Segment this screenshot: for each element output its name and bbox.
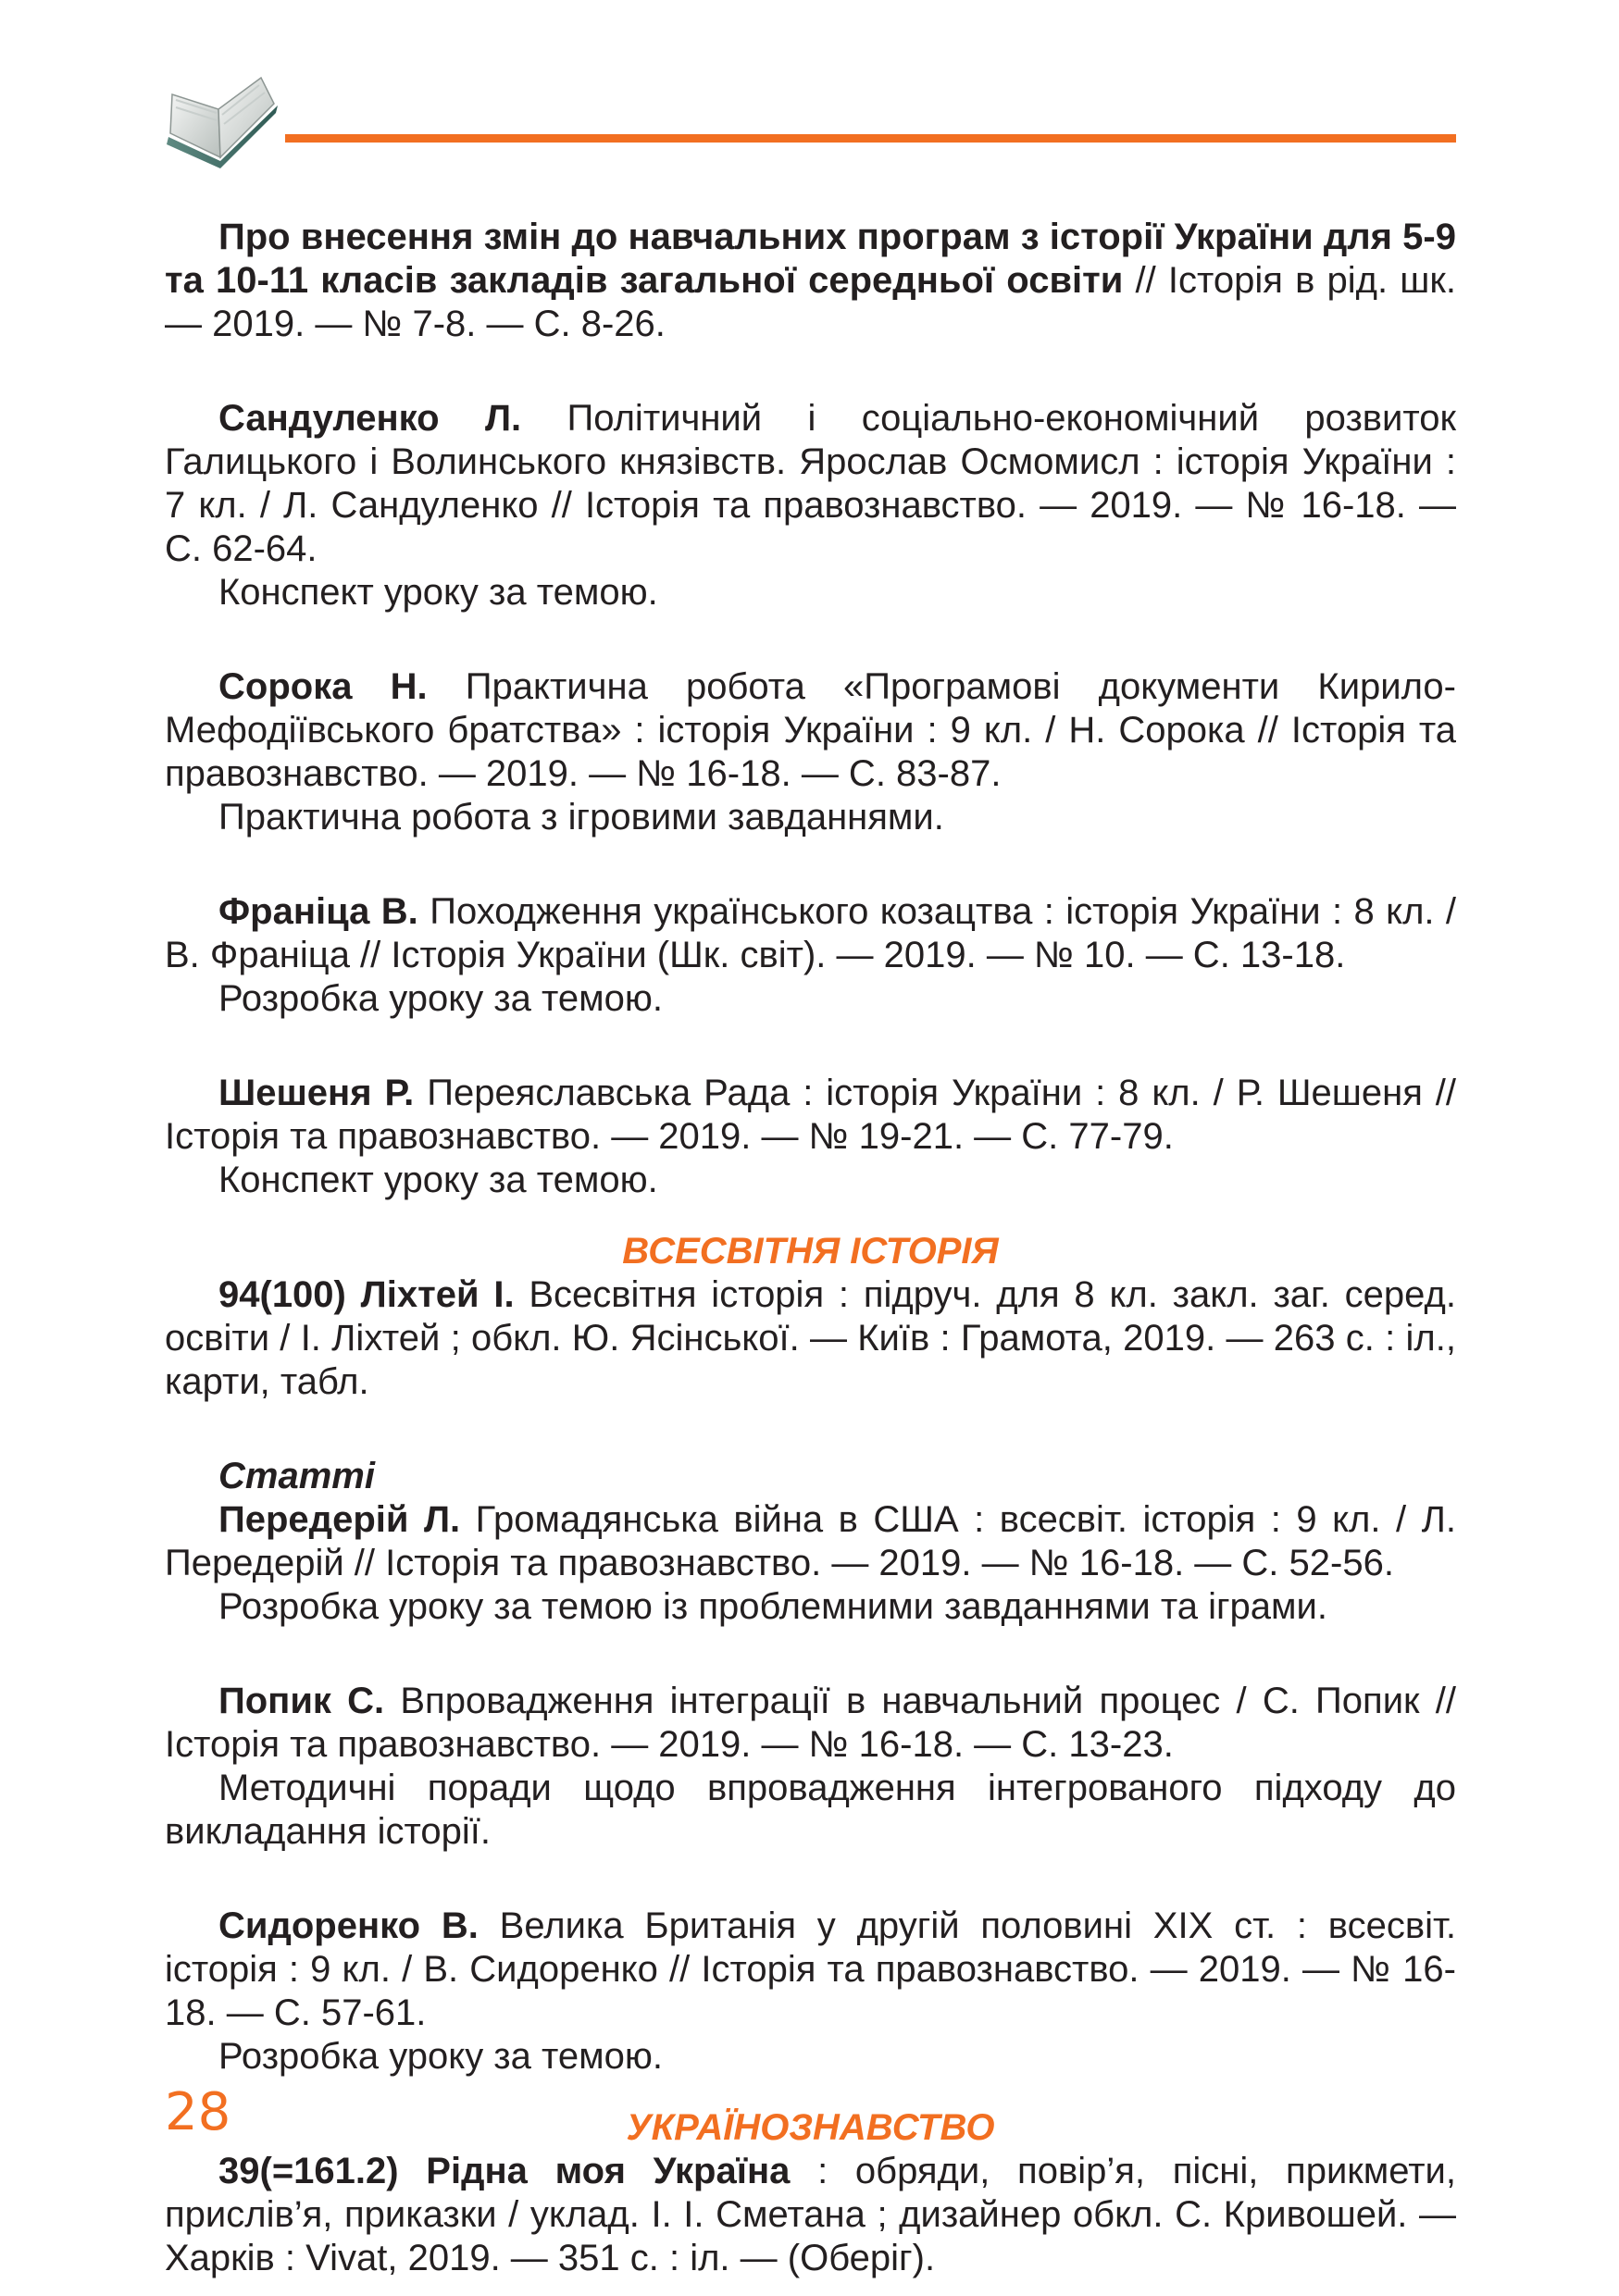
entry-author: Попик С. — [218, 1681, 385, 1721]
section-title-ukrainian-studies: УКРАЇНОЗНАВСТВО — [626, 2107, 995, 2148]
entry-2 — [165, 397, 1456, 571]
entry-3 — [165, 665, 1456, 796]
entry-4 — [165, 890, 1456, 977]
entry-text: Велика Британія у другій половині XIX ст. : всесвіт. історія : 9 кл. / В. Сидоренко // Історія та правознавство. — 2019. — № 16-18. — С. 57-61. — [165, 1905, 1456, 2033]
section-title-world-history: ВСЕСВІТНЯ ІСТОРІЯ — [622, 1231, 999, 1272]
entry-note: Конспект уроку за темою. — [218, 1160, 658, 1200]
entry-note: Методичні поради щодо впровадження інтегрованого підходу до викладання історії. — [165, 1768, 1456, 1852]
entry-note: Розробка уроку за темою. — [218, 978, 663, 1019]
header-rule — [285, 134, 1456, 143]
entry-note: Розробка уроку за темою. — [218, 2036, 663, 2077]
entry-note: Практична робота з ігровими завданнями. — [218, 797, 944, 838]
entry-text: Переяславська Рада : історія України : 8 кл. / Р. Шешеня // Історія та правознавство. — 2019. — № 19-21. — С. 77-79. — [165, 1073, 1457, 1157]
entry-note: Розробка уроку за темою із проблемними завданнями та іграми. — [218, 1586, 1327, 1627]
entry-author: Шешеня Р. — [218, 1073, 415, 1113]
entry-text: Впровадження інтеграції в навчальний процес / С. Попик // Історія та правознавство. — 2019. — № 16-18. — С. 13-23. — [165, 1681, 1456, 1765]
entry-text: : обряди, повір’я, пісні, прикмети, прислів’я, приказки / уклад. І. І. Сметана ; дизайнер обкл. С. Кривошей. — Харків : Vivat, 2019. — 351 с. : іл. — (Оберіг). — [165, 2151, 1456, 2278]
entry-text: Всесвітня історія : підруч. для 8 кл. закл. заг. серед. освіти / І. Ліхтей ; обкл. Ю. Ясінської. — Київ : Грамота, 2019. — 263 с. : іл., карти, табл. — [165, 1274, 1456, 1402]
entry-text: Походження українського козацтва : історія України : 8 кл. / В. Франіца // Історія України (Шк. світ). — 2019. — № 10. — С. 13-18. — [165, 891, 1457, 975]
page-number: 28 — [165, 2082, 231, 2142]
entry-text: Практична робота «Програмові документи Кирило-Мефодіївського братства» : історія України : 9 кл. / Н. Сорока // Історія та правознавство. — 2019. — № 16-18. — С. 83-87. — [165, 666, 1456, 794]
bibliography-content — [165, 216, 1456, 2280]
entry-author: Про внесення змін до навчальних програм з історії України для 5-9 та 10-11 класів закладів загальної середньої освіти — [165, 217, 1456, 301]
articles-subheading: Статті — [218, 1456, 375, 1496]
entry-author: 94(100) Ліхтей І. — [218, 1274, 515, 1315]
entry-text: Громадянська війна в США : всесвіт. історія : 9 кл. / Л. Передерій // Історія та правознавство. — 2019. — № 16-18. — С. 52-56. — [165, 1499, 1456, 1583]
entry-5 — [165, 1072, 1456, 1159]
article-entry-1 — [165, 1498, 1456, 1585]
entry-1 — [165, 216, 1456, 346]
entry-author: Сорока Н. — [218, 666, 428, 707]
entry-author: Сандуленко Л. — [218, 398, 522, 439]
entry-author: 39(=161.2) Рідна моя Україна — [218, 2151, 791, 2191]
entry-text: // Історія в рід. шк. — 2019. — № 7-8. — С. 8-26. — [165, 260, 1457, 344]
entry-author: Франіца В. — [218, 891, 418, 932]
book-entry-world — [165, 1273, 1456, 1404]
open-book-icon — [165, 72, 285, 174]
entry-note: Конспект уроку за темою. — [218, 572, 658, 613]
article-entry-3 — [165, 1905, 1456, 2035]
entry-author: Передерій Л. — [218, 1499, 461, 1540]
entry-text: Політичний і соціально-економічний розвиток Галицького і Волинського князівств. Ярослав Осмомисл : історія України : 7 кл. / Л. Сандуленко // Історія та правознавство. — 2019. — № 16-18. — С. 62-64. — [165, 398, 1456, 569]
article-entry-2 — [165, 1680, 1456, 1767]
book-entry-ukr — [165, 2150, 1456, 2280]
entry-author: Сидоренко В. — [218, 1905, 479, 1946]
